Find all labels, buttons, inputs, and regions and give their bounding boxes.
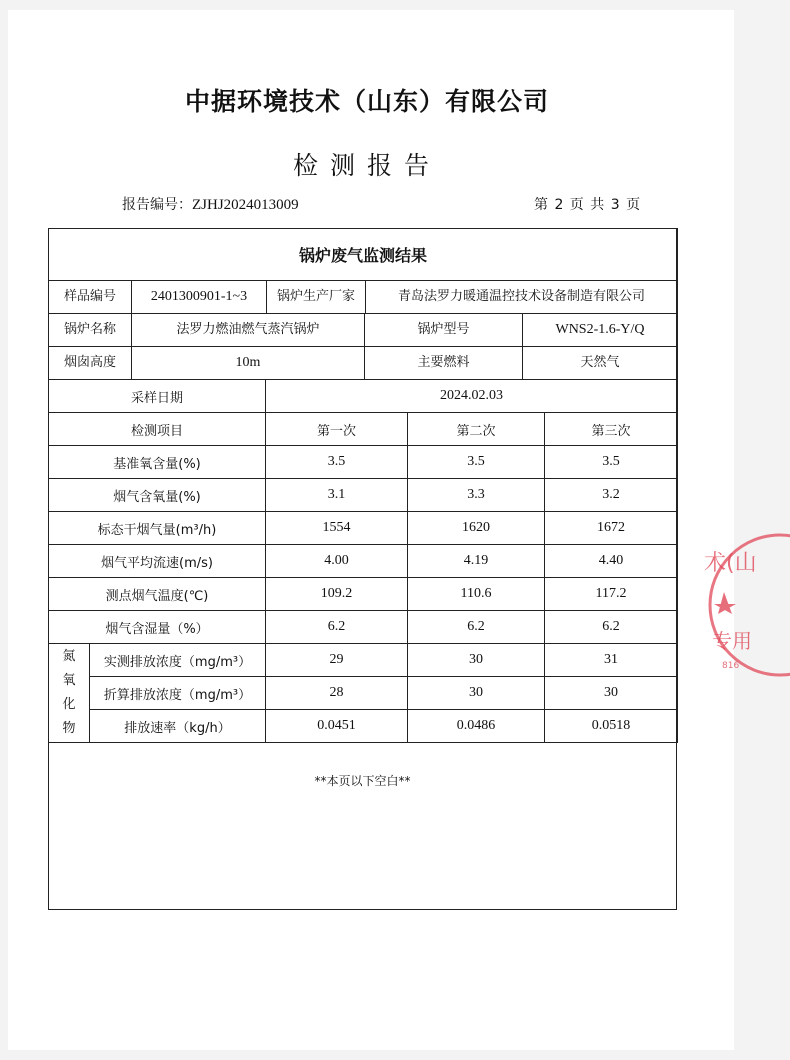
table-row [49,677,678,710]
cell-value: 109.2 [266,578,408,611]
cell-value: 6.2 [545,611,678,644]
nox-group-label [49,644,90,743]
sampling-date-value: 2024.02.03 [266,380,678,413]
boiler-exhaust-results-table [48,228,678,743]
report-title: 检测报告 [292,151,441,180]
table-row [49,710,678,743]
seal-text-2: 专用 [712,629,752,653]
cell-value: 1554 [266,512,408,545]
cell-value: 3.5 [408,446,545,479]
cell-value: 1672 [545,512,678,545]
table-row [49,545,678,578]
row-label: 排放速率（kg/h） [90,710,266,743]
cell-value: 4.19 [408,545,545,578]
cell-value: 3.5 [266,446,408,479]
seal-text: 术(山 [704,551,757,576]
cell-value: 30 [408,644,545,677]
boiler-name-value: 法罗力燃油燃气蒸汽锅炉 [132,314,365,346]
cell-value: 117.2 [545,578,678,611]
row-label: 实测排放浓度（mg/m³） [90,644,266,677]
row-label: 烟气平均流速(m/s) [49,545,266,578]
table-row [49,611,678,644]
cell-value: 110.6 [408,578,545,611]
row-label: 烟气含湿量（%） [49,611,266,644]
cell-value: 6.2 [266,611,408,644]
sample-no-label: 样品编号 [49,281,132,313]
row-label: 折算排放浓度（mg/m³） [90,677,266,710]
chimney-height-value: 10m [132,347,365,379]
nox-char: 物 [62,721,76,736]
report-number-value: ZJHJ2024013009 [192,197,299,213]
run-header-1: 第一次 [266,413,408,446]
row-label: 测点烟气温度(℃) [49,578,266,611]
nox-char: 氮 [62,649,76,664]
table-row [49,644,678,677]
row-label: 基准氧含量(%) [49,446,266,479]
cell-value: 31 [545,644,678,677]
table-title: 锅炉废气监测结果 [49,229,678,281]
seal-number: 816 [722,661,740,671]
chimney-height-label: 烟囱高度 [49,347,132,379]
item-header: 检测项目 [49,413,266,446]
cell-value: 3.5 [545,446,678,479]
table-row [49,512,678,545]
blank-page-note: **本页以下空白** [314,774,411,788]
cell-value: 30 [545,677,678,710]
row-label: 标态干烟气量(m³/h) [49,512,266,545]
row-label: 烟气含氧量(%) [49,479,266,512]
sampling-date-label: 采样日期 [49,380,266,413]
page-info: 第 2 页 共 3 页 [534,197,641,213]
manufacturer-value: 青岛法罗力暖通温控技术设备制造有限公司 [398,289,646,304]
seal-star-icon [714,592,736,614]
sample-no-value: 2401300901-1~3 [132,281,267,313]
cell-value: 4.40 [545,545,678,578]
cell-value: 30 [408,677,545,710]
cell-value: 0.0451 [266,710,408,743]
run-header-2: 第二次 [408,413,545,446]
company-name: 中据环境技术（山东）有限公司 [184,87,549,116]
boiler-model-value: WNS2-1.6-Y/Q [555,322,645,337]
fuel-value: 天然气 [580,355,620,370]
table-row [49,479,678,512]
run-header-3: 第三次 [545,413,678,446]
manufacturer-label: 锅炉生产厂家 [267,281,366,313]
cell-value: 4.00 [266,545,408,578]
table-row [49,446,678,479]
boiler-name-label: 锅炉名称 [49,314,132,346]
company-seal-stamp [700,530,790,680]
report-number-label: 报告编号： [122,197,192,213]
boiler-model-label: 锅炉型号 [365,314,523,346]
cell-value: 3.2 [545,479,678,512]
cell-value: 6.2 [408,611,545,644]
table-row [49,578,678,611]
fuel-label: 主要燃料 [365,347,523,379]
cell-value: 3.3 [408,479,545,512]
cell-value: 3.1 [266,479,408,512]
cell-value: 0.0518 [545,710,678,743]
nox-char: 化 [62,697,76,712]
report-number [122,194,299,214]
cell-value: 1620 [408,512,545,545]
cell-value: 0.0486 [408,710,545,743]
cell-value: 28 [266,677,408,710]
cell-value: 29 [266,644,408,677]
nox-char: 氧 [62,673,76,688]
